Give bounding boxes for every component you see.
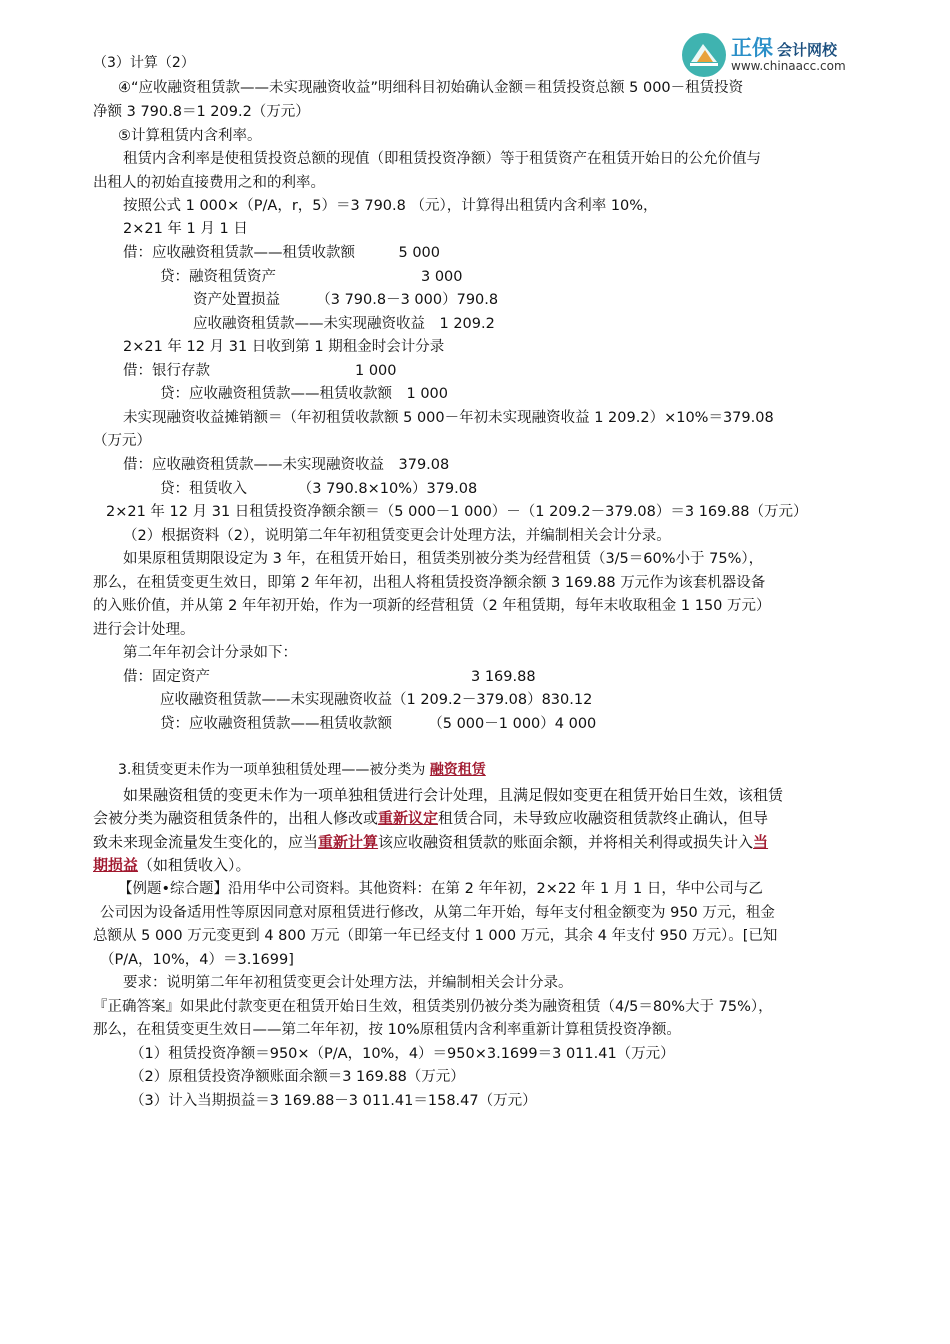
highlight-term: 重新议定: [378, 809, 439, 827]
text-line: 第二年年初会计分录如下：: [123, 645, 297, 661]
answer-line: （1）租赁投资净额＝950×（P/A，10%，4）＝950×3.1699＝3 011.41（万元）: [130, 1046, 675, 1062]
text-line: （万元）: [93, 433, 151, 449]
journal-line: 贷：租赁收入 （3 790.8×10%）379.08: [160, 481, 478, 497]
text-line: 出租人的初始直接费用之和的利率。: [93, 175, 325, 191]
section-heading: [118, 760, 486, 780]
journal-line: 借：应收融资租赁款——租赁收款额 5 000: [123, 245, 441, 261]
chinaacc-logo: [681, 30, 881, 80]
journal-line: 应收融资租赁款——未实现融资收益（1 209.2－379.08）830.12: [160, 692, 593, 708]
paragraph-text: （如租赁收入）。: [138, 856, 251, 874]
journal-line: 借：银行存款 1 000: [123, 363, 397, 379]
journal-line: 借：应收融资租赁款——未实现融资收益 379.08: [123, 457, 450, 473]
text-line: 2×21 年 12 月 31 日租赁投资净额余额＝（5 000－1 000）－（1 209.2－379.08）＝3 169.88（万元）: [106, 504, 808, 520]
paragraph-text: 租赁合同，未导致应收融资租赁款终止确认，但导: [438, 809, 769, 827]
journal-line: 应收融资租赁款——未实现融资收益 1 209.2: [193, 316, 495, 332]
paragraph-line: [93, 808, 768, 828]
answer-line: （2）原租赁投资净额账面余额＝3 169.88（万元）: [130, 1069, 465, 1085]
paragraph-text: 该应收融资租赁款的账面余额，并将相关利得或损失计入: [378, 833, 754, 851]
paragraph-line: [93, 855, 251, 875]
section-heading-text: 3.租赁变更未作为一项单独租赁处理——被分类为: [118, 762, 426, 778]
example-line: 【例题•综合题】沿用华中公司资料。其他资料：在第 2 年年初，2×22 年 1 月 1 日，华中公司与乙: [118, 881, 763, 897]
highlight-term: 重新计算: [318, 833, 379, 851]
text-line: 2×21 年 12 月 31 日收到第 1 期租金时会计分录: [123, 339, 445, 355]
example-line: 总额从 5 000 万元变更到 4 800 万元（即第一年已经支付 1 000 万元，其余 4 年支付 950 万元）。[已知: [93, 928, 778, 944]
example-line: 要求：说明第二年年初租赁变更会计处理方法，并编制相关会计分录。: [123, 975, 573, 991]
text-line: ⑤计算租赁内含利率。: [118, 128, 262, 144]
logo-emblem-icon: [681, 32, 727, 78]
highlight-term: 期损益: [93, 856, 139, 874]
text-line: 净额 3 790.8＝1 209.2（万元）: [93, 104, 310, 120]
highlight-term: 融资租赁: [429, 762, 486, 778]
text-line: 2×21 年 1 月 1 日: [123, 221, 248, 237]
paragraph-text: 致未来现金流量发生变化的，应当: [93, 833, 319, 851]
text-line: 未实现融资收益摊销额＝（年初租赁收款额 5 000－年初未实现融资收益 1 209.2）×10%＝379.08: [123, 410, 774, 426]
text-line: 的入账价值，并从第 2 年年初开始，作为一项新的经营租赁（2 年租赁期，每年末收取租金 1 150 万元）: [93, 598, 771, 614]
text-line: 租赁内含利率是使租赁投资总额的现值（即租赁投资净额）等于租赁资产在租赁开始日的公允价值与: [123, 151, 761, 167]
journal-line: 资产处置损益 （3 790.8－3 000）790.8: [193, 292, 499, 308]
text-line: 那么，在租赁变更生效日，即第 2 年年初，出租人将租赁投资净额余额 3 169.88 万元作为该套机器设备: [93, 575, 766, 591]
text-line: 如果原租赁期限设定为 3 年，在租赁开始日，租赁类别被分类为经营租赁（3/5＝60%小于 75%），: [123, 551, 764, 567]
paragraph-line: [93, 832, 768, 852]
cut-off-line: （3）计算（2）: [93, 55, 195, 71]
answer-line: （3）计入当期损益＝3 169.88－3 011.41＝158.47（万元）: [130, 1093, 537, 1109]
journal-line: 借：固定资产 3 169.88: [123, 669, 536, 685]
highlight-term: 当: [753, 833, 769, 851]
example-line: （P/A，10%，4）＝3.1699]: [100, 952, 294, 968]
text-line: 进行会计处理。: [93, 622, 195, 638]
journal-line: 贷：融资租赁资产 3 000: [160, 269, 463, 285]
text-line: 按照公式 1 000×（P/A，r，5）＝3 790.8 （元），计算得出租赁内含利率 10%，: [123, 198, 658, 214]
answer-line: 那么，在租赁变更生效日——第二年年初，按 10%原租赁内含利率重新计算租赁投资净额。: [93, 1022, 681, 1038]
text-line: （2）根据资料（2），说明第二年年初租赁变更会计处理方法，并编制相关会计分录。: [123, 528, 671, 544]
example-line: 公司因为设备适用性等原因同意对原租赁进行修改，从第二年开始，每年支付租金额变为 950 万元，租金: [100, 905, 775, 921]
paragraph-text: 会被分类为融资租赁条件的，出租人修改或: [93, 809, 379, 827]
logo-brand: 正保 会计网校: [731, 36, 838, 60]
journal-line: 贷：应收融资租赁款——租赁收款额 1 000: [160, 386, 449, 402]
text-line: ④“应收融资租赁款——未实现融资收益”明细科目初始确认金额＝租赁投资总额 5 000－租赁投资: [118, 80, 744, 96]
journal-line: 贷：应收融资租赁款——租赁收款额 （5 000－1 000）4 000: [160, 716, 597, 732]
answer-line: 『正确答案』如果此付款变更在租赁开始日生效，租赁类别仍被分类为融资租赁（4/5＝80%大于 75%），: [93, 999, 773, 1015]
paragraph-line: 如果融资租赁的变更未作为一项单独租赁进行会计处理，且满足假如变更在租赁开始日生效，该租赁: [123, 786, 784, 804]
logo-url: www.chinaacc.com: [731, 59, 846, 73]
